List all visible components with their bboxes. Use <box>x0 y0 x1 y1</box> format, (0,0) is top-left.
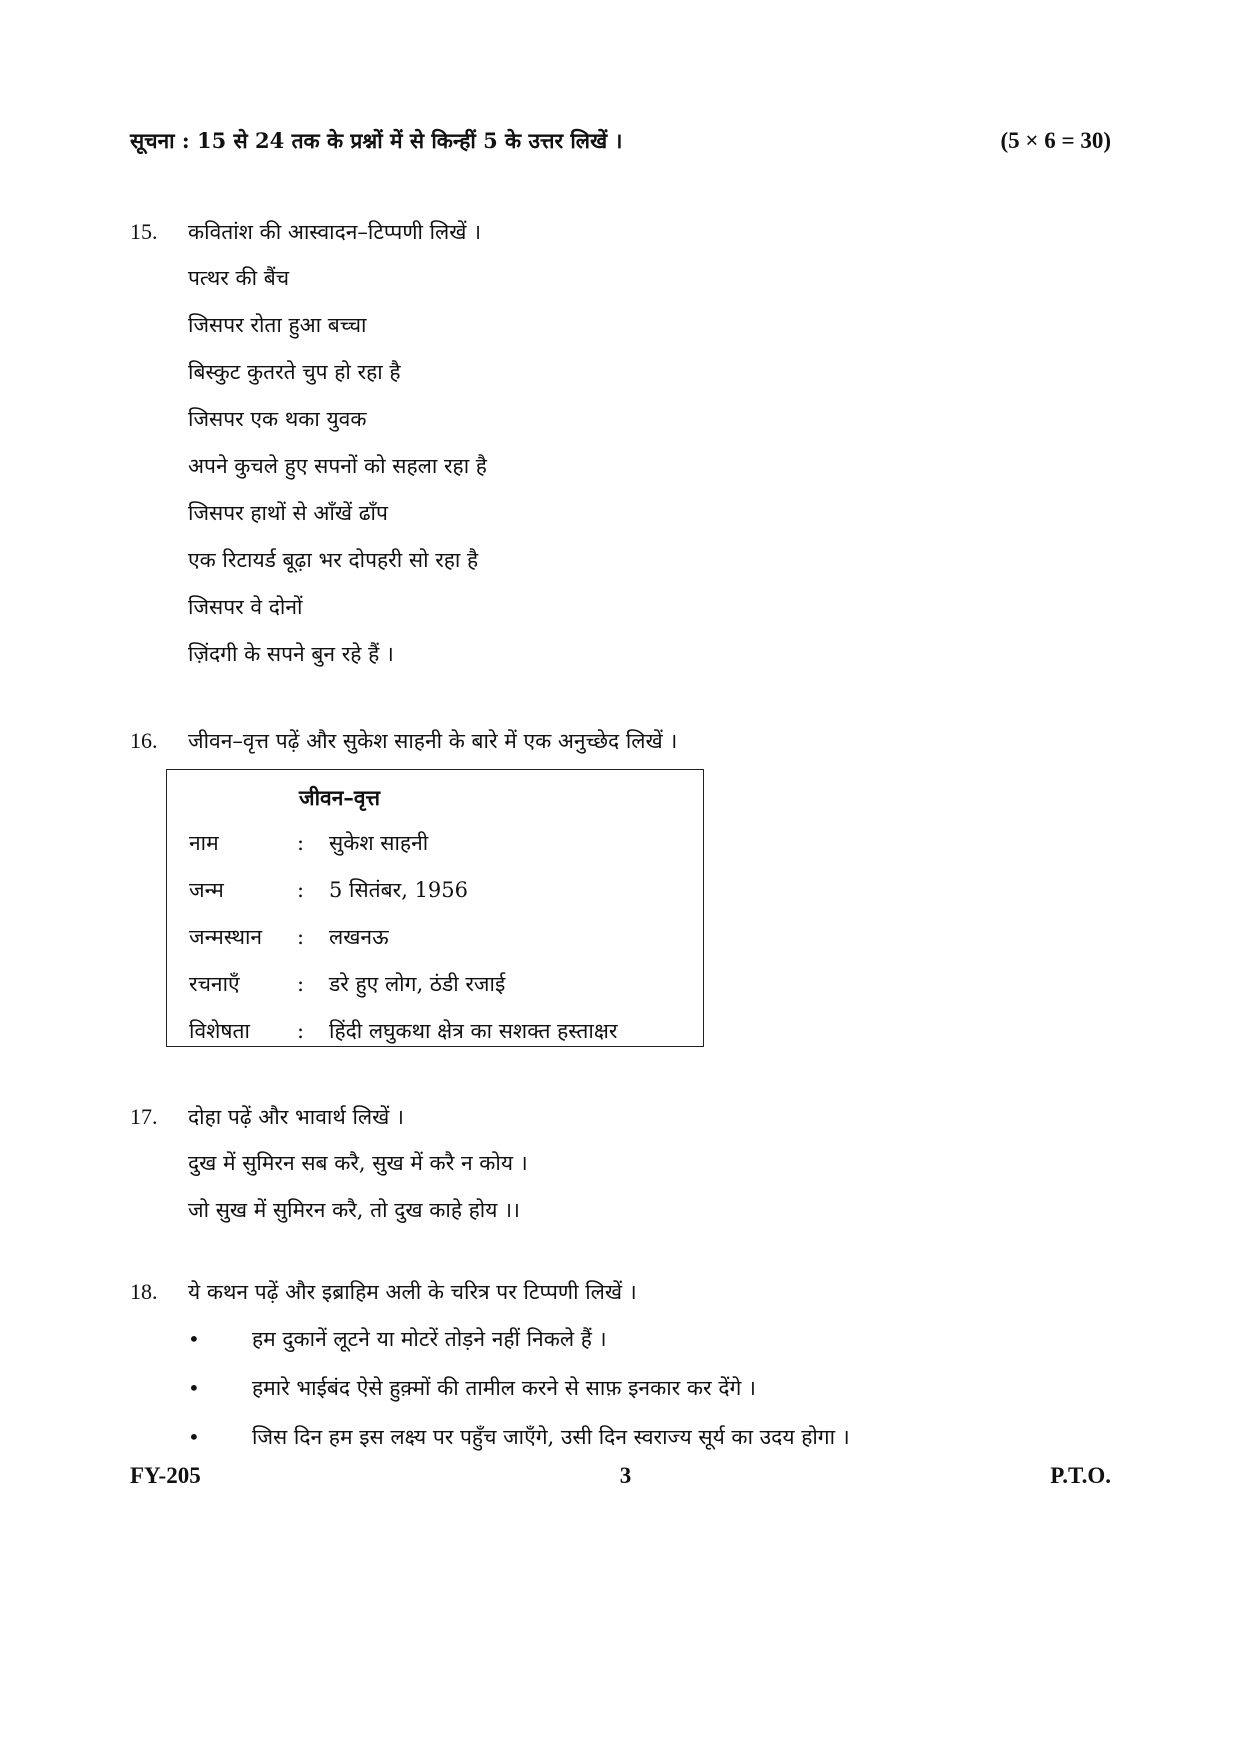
page-footer <box>130 1463 1111 1489</box>
statement-item <box>130 1413 1111 1462</box>
poem-line: ज़िंदगी के सपने बुन रहे हैं । <box>188 642 394 666</box>
biography-row <box>189 914 703 961</box>
poem-line: पत्थर की बैंच <box>188 266 290 290</box>
statement-item <box>130 1315 1111 1364</box>
paper-code: FY-205 <box>130 1463 201 1488</box>
bullet-icon: • <box>188 1327 200 1351</box>
section-marks: (5 × 6 = 30) <box>1000 128 1111 153</box>
biography-value: सुकेश साहनी <box>329 831 429 855</box>
biography-row <box>189 820 703 867</box>
biography-value: हिंदी लघुकथा क्षेत्र का सशक्त हस्ताक्षर <box>329 1019 618 1043</box>
question-number: 15. <box>130 219 158 244</box>
question-18 <box>130 1268 1111 1462</box>
statement-text: जिस दिन हम इस लक्ष्य पर पहुँच जाएँगे, उसी दिन स्वराज्य सूर्य का उदय होगा । <box>252 1425 850 1449</box>
section-instruction: सूचना : 15 से 24 तक के प्रश्नों में से किन्हीं 5 के उत्तर लिखें । <box>130 128 623 153</box>
question-16 <box>130 719 1111 1047</box>
page-number: 3 <box>619 1463 632 1488</box>
pto-label: P.T.O. <box>1050 1463 1111 1488</box>
biography-title: जीवन–वृत्त <box>299 785 381 810</box>
question-17-heading <box>130 1093 1111 1140</box>
poem-line: जिसपर रोता हुआ बच्चा <box>188 313 367 337</box>
question-prompt: जीवन–वृत्त पढ़ें और सुकेश साहनी के बारे में एक अनुच्छेद लिखें । <box>188 729 678 753</box>
poem-line: एक रिटायर्ड बूढ़ा भर दोपहरी सो रहा है <box>188 548 479 572</box>
biography-row <box>189 867 703 914</box>
statement-item <box>130 1364 1111 1413</box>
statement-text: हमारे भाईबंद ऐसे हुक़्मों की तामील करने से साफ़ इनकार कर देंगे । <box>252 1376 756 1400</box>
question-18-heading <box>130 1268 1111 1315</box>
question-15 <box>130 208 1111 678</box>
biography-value: डरे हुए लोग, ठंडी रजाई <box>329 972 506 996</box>
poem-line: जिसपर एक थका युवक <box>188 407 367 431</box>
poem-line: बिस्कुट कुतरते चुप हो रहा है <box>188 360 401 384</box>
question-prompt: दोहा पढ़ें और भावार्थ लिखें । <box>188 1105 404 1129</box>
question-prompt: ये कथन पढ़ें और इब्राहिम अली के चरित्र पर टिप्पणी लिखें । <box>188 1280 637 1304</box>
biography-label: रचनाएँ <box>189 972 240 996</box>
doha-line: दुख में सुमिरन सब करै, सुख में करै न कोय । <box>188 1151 528 1175</box>
question-number: 16. <box>130 728 158 753</box>
biography-label: जन्मस्थान <box>189 925 263 949</box>
question-prompt: कवितांश की आस्वादन–टिप्पणी लिखें । <box>188 220 482 244</box>
biography-colon: : <box>297 1019 305 1043</box>
poem-line: अपने कुचले हुए सपनों को सहला रहा है <box>188 454 487 478</box>
biography-label: नाम <box>189 831 219 855</box>
question-number: 18. <box>130 1279 158 1304</box>
section-header <box>130 127 1111 155</box>
question-16-heading <box>130 719 1111 763</box>
question-number: 17. <box>130 1104 158 1129</box>
biography-colon: : <box>297 878 305 902</box>
biography-row <box>189 961 703 1008</box>
biography-colon: : <box>297 972 305 996</box>
biography-label: जन्म <box>189 878 224 902</box>
bullet-icon: • <box>188 1376 200 1400</box>
poem-excerpt <box>130 255 1111 678</box>
question-17 <box>130 1093 1111 1234</box>
biography-value: 5 सितंबर, 1956 <box>329 878 469 902</box>
doha-line: जो सुख में सुमिरन करै, तो दुख काहे होय ।। <box>188 1198 521 1222</box>
biography-colon: : <box>297 925 305 949</box>
poem-line: जिसपर हाथों से आँखें ढाँप <box>188 501 388 525</box>
poem-line: जिसपर वे दोनों <box>188 595 303 619</box>
bullet-icon: • <box>188 1425 200 1449</box>
biography-value: लखनऊ <box>329 925 389 949</box>
biography-box <box>166 769 704 1047</box>
biography-row <box>189 1008 703 1055</box>
biography-colon: : <box>297 831 305 855</box>
statement-text: हम दुकानें लूटने या मोटरें तोड़ने नहीं निकले हैं । <box>252 1327 607 1351</box>
question-15-heading <box>130 208 1111 255</box>
biography-label: विशेषता <box>189 1019 250 1043</box>
